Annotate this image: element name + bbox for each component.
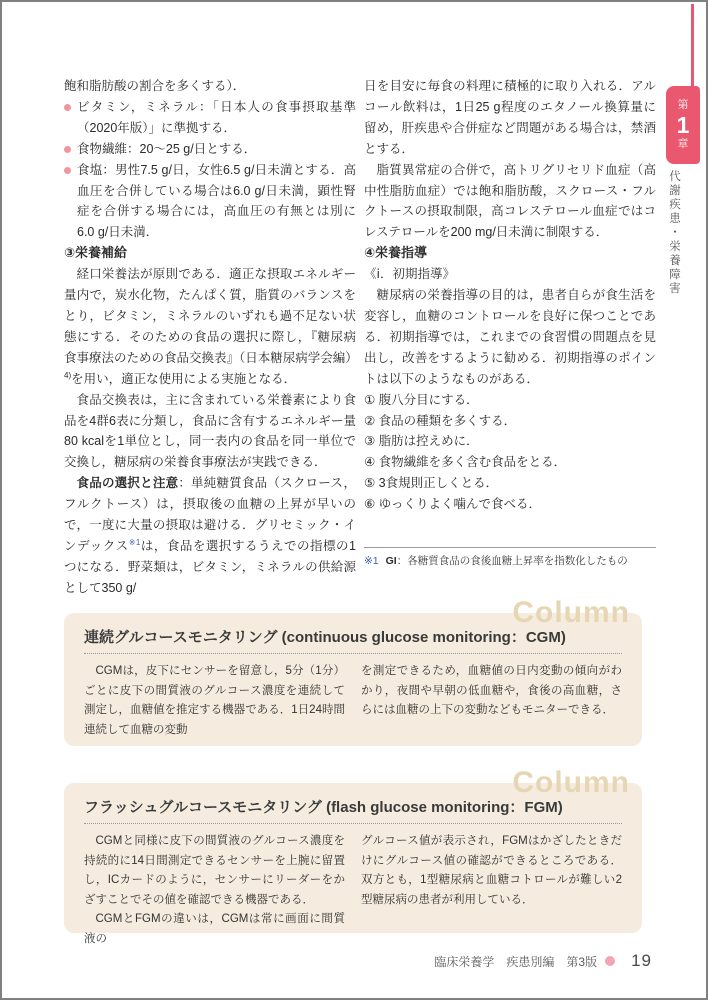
- column-title-cgm: 連続グルコースモニタリング (continuous glucose monitoring：CGM): [84, 629, 566, 646]
- carryover-paragraph: 飽和脂肪酸の割合を多くする）．: [64, 79, 246, 93]
- bullet-item-salt: [64, 160, 356, 244]
- paragraph-text: は，食品を選択するうえでの指標の1つになる．野菜類は，ビタミン，ミネラルの供給源として350 g/: [64, 538, 356, 595]
- paragraph-vegetable-alcohol: 日を目安に毎食の料理に積極的に取り入れる．アルコール飲料は，1日25 g程度のエタノール換算量に留め，肝疾患や合併症など問題がある場合は，禁酒とする．: [364, 79, 656, 156]
- column-body: [64, 654, 642, 750]
- guidance-point: ④ 食物繊維を多く含む食品をとる．: [364, 455, 567, 470]
- column-watermark: Column: [512, 596, 630, 629]
- paragraph-food-selection: [64, 473, 356, 598]
- bullet-text: 食物繊維：20〜25 g/日とする．: [77, 141, 257, 156]
- guidance-point: ⑥ ゆっくりよく噛んで食べる．: [364, 497, 542, 512]
- bullet-text: ビタミン，ミネラル：「日本人の食事摂取基準（2020年版）」に準拠する．: [77, 99, 356, 135]
- guidance-point: ⑤ 3食規則正しくとる．: [364, 476, 499, 491]
- footnote: [364, 547, 656, 569]
- paragraph-food-exchange: 食品交換表は，主に含まれている栄養素により食品を4群6表に分類し，食品に含有するエネルギー量80 kcalを1単位とし，同一表内の食品を同一単位で交換し，糖尿病の栄養食事療法が実践できる．: [64, 392, 356, 470]
- guidance-point: ③ 脂肪は控えめに．: [364, 434, 479, 449]
- chapter-prefix: 第: [677, 99, 689, 111]
- bullet-item-fiber: [64, 139, 356, 160]
- subsection-heading-initial-guidance: 《ⅰ．初期指導》: [364, 267, 455, 282]
- paragraph-text: ：単純糖質食品（スクロース，フルクトース）は，摂取後の血糖の上昇が早いので，一度に大量の摂取は避ける．グリセミック・インデックス: [64, 476, 356, 553]
- paragraph-lead-bold: 食品の選択と注意: [76, 476, 179, 491]
- chapter-tab: [666, 86, 700, 164]
- column-body-right: グルコース値が表示され，FGMはかざしたときだけにグルコース値の確認ができるところである．双方とも，1型糖尿病と血糖コトロールが難しい2型糖尿病の患者が利用している．: [361, 835, 622, 906]
- footnote-marker: ※1: [364, 555, 379, 567]
- paragraph-oral-nutrition: [64, 264, 356, 389]
- section-heading-nutrition-supply: ③栄養補給: [64, 245, 128, 261]
- page-footer: [434, 951, 652, 971]
- bullet-text: 食塩：男性7.5 g/日，女性6.5 g/日未満とする．高血圧を合併している場合は6.0 g/日未満，顕性腎症を合併する場合には，高血圧の有無とは別に6.0 g/日未満．: [77, 162, 356, 240]
- section-heading-nutrition-guidance: ④栄養指導: [364, 245, 428, 261]
- left-text-column: [64, 76, 356, 599]
- column-paragraph: CGMと同様に皮下の間質液のグルコース濃度を持続的に14日間測定できるセンサーを上腕に留置し，ICカードのように，センサーにリーダーをかざすことでその値を確認できる機器である．: [84, 835, 345, 906]
- paragraph-dyslipidemia: 脂質異常症の合併で，高トリグリセリド血症（高中性脂肪血症）では飽和脂肪酸，スクロース・フルクトースの摂取制限，高コレステロール血症ではコレステロールを200 mg/日未満に制限する．: [364, 162, 656, 240]
- footnote-label: GI: [385, 555, 397, 567]
- column-box-cgm: [64, 596, 642, 746]
- paragraph-text: 経口栄養法が原則である．適正な摂取エネルギー量内で，炭水化物，たんぱく質，脂質のバランスをとり，ビタミン，ミネラルのいずれも過不足ない状態にする．そのための食品の選択に際し，『糖尿病食事療法のための食品交換表』（日本糖尿病学会編）: [64, 267, 358, 365]
- right-text-column: [364, 76, 656, 515]
- footnote-marker-superscript: ※1: [128, 537, 141, 547]
- bullet-icon: [64, 167, 71, 174]
- column-paragraph: CGMとFGMの違いは，CGMは常に画面に間質液の: [84, 913, 345, 945]
- footer-book-title: 臨床栄養学 疾患別編 第3版: [434, 954, 598, 969]
- chapter-suffix: 章: [677, 138, 689, 150]
- paragraph-guidance-purpose: 糖尿病の栄養指導の目的は，患者自らが食生活を変容し，血糖のコントロールを良好に保つことである．初期指導では，これまでの食習慣の問題点を見出し，改善をするように勧める．初期指導のポイントは以下のようなものがある．: [364, 288, 656, 386]
- chapter-accent-line: [691, 4, 694, 86]
- reference-superscript: 4): [64, 370, 72, 380]
- column-body-left: [84, 832, 345, 949]
- guidance-point: ① 腹八分目にする．: [364, 392, 479, 407]
- column-title-fgm: フラッシュグルコースモニタリング (flash glucose monitoring：FGM): [84, 799, 563, 816]
- column-body-left: CGMは，皮下にセンサーを留意し，5分（1分）ごとに皮下の間質液のグルコース濃度を連続して測定し，血糖値を推定する機器である．1日24時間連続して血糖の変動: [84, 665, 345, 736]
- chapter-number: 1: [676, 112, 690, 138]
- column-box-fgm: [64, 766, 642, 945]
- chapter-title-vertical: 代謝疾患・栄養障害: [668, 170, 680, 296]
- column-body-right: を測定できるため，血糖値の日内変動の傾向がわかり，夜間や早朝の低血糖や，食後の高血糖，さらには血糖の上下の変動などもモニターできる．: [361, 665, 622, 716]
- bullet-icon: [64, 146, 71, 153]
- bullet-item-vitamin: [64, 97, 356, 139]
- paragraph-text: を用い，適正な使用による実施となる．: [71, 371, 297, 386]
- guidance-point: ② 食品の種類を多くする．: [364, 413, 517, 428]
- column-body: [64, 824, 642, 959]
- footer-dot-icon: [605, 956, 615, 966]
- bullet-icon: [64, 104, 71, 111]
- footnote-text: ：各糖質食品の食後血糖上昇率を指数化したもの: [396, 555, 628, 567]
- column-watermark: Column: [512, 766, 630, 799]
- page-number: 19: [631, 951, 652, 970]
